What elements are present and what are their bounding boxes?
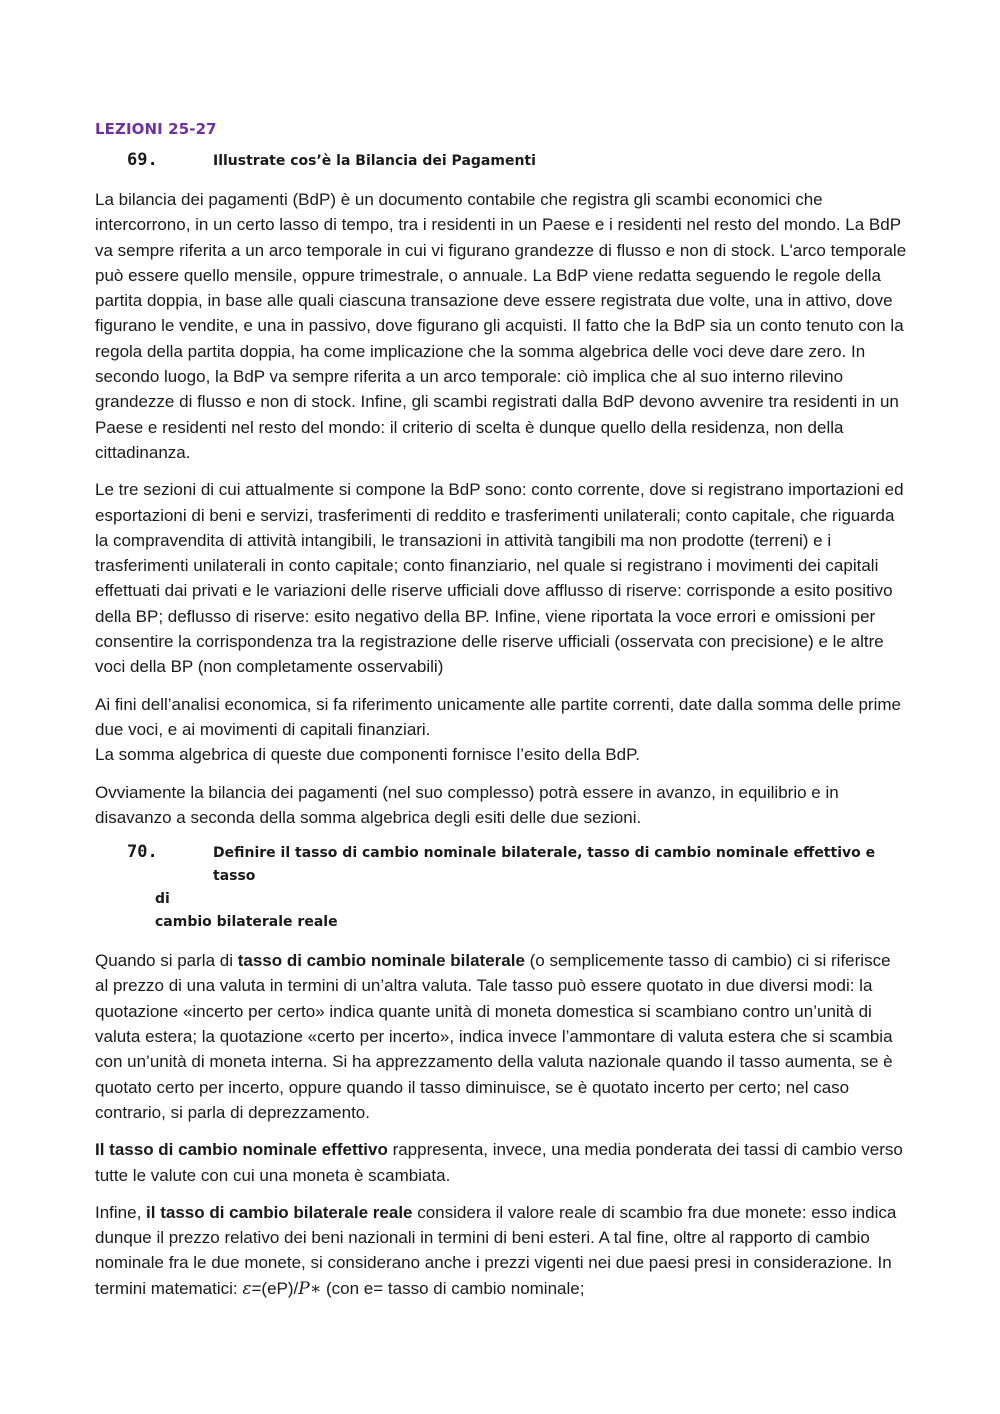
question-69-number: 69. bbox=[127, 150, 158, 170]
question-70-text-line2: di bbox=[155, 891, 170, 908]
text-run: rappresenta, invece, una media ponderata dei tassi di cambio verso tutte le valute con cui una moneta è scambiata. bbox=[95, 1140, 903, 1185]
text-run: (con e= tasso di cambio nominale; bbox=[321, 1278, 585, 1298]
question-70-title bbox=[95, 842, 907, 934]
text-run: Quando si parla di bbox=[95, 951, 238, 971]
p-star-symbol: P∗ bbox=[298, 1278, 322, 1299]
question-70-number: 70. bbox=[127, 842, 158, 863]
paragraph-bdp-analysis bbox=[95, 692, 907, 768]
section-heading: LEZIONI 25-27 bbox=[95, 120, 217, 138]
text-run: considera il valore reale di scambio fra due monete: esso indica dunque il prezzo relativo dei beni nazionali in termini di beni esteri. A tal fine, oltre al rapporto di cambio nominale fra le due monete, si considerano anche i prezzi vigenti nei due paesi presi in considerazione. In termini matematici: bbox=[95, 1202, 897, 1298]
paragraph-nominal-bilateral bbox=[95, 948, 907, 1125]
text-run: (o semplicemente tasso di cambio) ci si riferisce al prezzo di una valuta in termini di un’altra valuta. Tale tasso può essere quotato in due diversi modi: la quotazione «incerto per certo» indica quante unità di moneta domestica si scambiano contro un’unità di valuta estera; la quotazione «certo per incerto», indica invece l’ammontare di valuta estera che si scambia con un’unità di moneta interna. Si ha apprezzamento della valuta nazionale quando il tasso aumenta, se è quotato certo per incerto, oppure quando il tasso diminuisce, se è quotato incerto per certo; nel caso contrario, si parla di deprezzamento. bbox=[95, 951, 893, 1122]
question-69-title bbox=[95, 150, 907, 174]
formula-text: =(eP)/ bbox=[251, 1278, 299, 1298]
text-run: Infine, bbox=[95, 1202, 147, 1222]
question-70-text-line3: cambio bilaterale reale bbox=[155, 914, 338, 931]
paragraph-nominal-effective bbox=[95, 1137, 907, 1188]
paragraph-bdp-outcome: Ovviamente la bilancia dei pagamenti (nel suo complesso) potrà essere in avanzo, in equilibrio e in disavanzo a seconda della somma algebrica degli esiti delle due sezioni. bbox=[95, 782, 839, 827]
epsilon-symbol: ε bbox=[242, 1278, 252, 1299]
question-70-text-line1: Definire il tasso di cambio nominale bilaterale, tasso di cambio nominale effettivo e tasso bbox=[213, 845, 876, 885]
paragraph-bdp-analysis-line1: Ai fini dell’analisi economica, si fa riferimento unicamente alle partite correnti, date dalla somma delle prime due voci, e ai movimenti di capitali finanziari. bbox=[95, 694, 901, 739]
bold-term: tasso di cambio nominale bilaterale bbox=[237, 951, 525, 971]
paragraph-real-bilateral bbox=[95, 1200, 907, 1302]
bold-term: il tasso di cambio bilaterale reale bbox=[146, 1202, 413, 1222]
document-content bbox=[95, 120, 907, 1314]
paragraph-bdp-sections: Le tre sezioni di cui attualmente si compone la BdP sono: conto corrente, dove si registrano importazioni ed esportazioni di beni e servizi, trasferimenti di reddito e trasferimenti unilaterali; conto capitale, che riguarda la compravendita di attività intangibili, le transazioni in attività tangibili ma non prodotte (terreni) e i trasferimenti unilaterali in conto capitale; conto finanziario, nel quale si registrano i movimenti dei capitali effettuati dai privati e le variazioni delle riserve ufficiali dove afflusso di riserve: corrisponde a esito positivo della BP; deflusso di riserve: esito negativo della BP. Infine, viene riportata la voce errori e omissioni per consentire la corrispondenza tra la registrazione delle riserve ufficiali (osservata con precisione) e le altre voci della BP (non completamente osservabili) bbox=[95, 480, 904, 677]
paragraph-bdp-analysis-line2: La somma algebrica di queste due componenti fornisce l’esito della BdP. bbox=[95, 745, 640, 765]
bold-term: Il tasso di cambio nominale effettivo bbox=[95, 1140, 388, 1160]
paragraph-bdp-definition: La bilancia dei pagamenti (BdP) è un documento contabile che registra gli scambi economici che intercorrono, in un certo lasso di tempo, tra i residenti in un Paese e i residenti nel resto del mondo. La BdP va sempre riferita a un arco temporale in cui vi figurano grandezze di flusso e non di stock. L'arco temporale può essere quello mensile, oppure trimestrale, o annuale. La BdP viene redatta seguendo le regole della partita doppia, in base alle quali ciascuna transazione deve essere registrata due volte, una in attivo, dove figurano le vendite, e una in passivo, dove figurano gli acquisti. Il fatto che la BdP sia un conto tenuto con la regola della partita doppia, ha come implicazione che la somma algebrica delle voci deve dare zero. In secondo luogo, la BdP va sempre riferita a un arco temporale: ciò implica che al suo interno rilevino grandezze di flusso e non di stock. Infine, gli scambi registrati dalla BdP devono avvenire tra residenti in un Paese e residenti nel resto del mondo: il criterio di scelta è dunque quello della residenza, non della cittadinanza. bbox=[95, 190, 907, 462]
question-69-text: Illustrate cos’è la Bilancia dei Pagamenti bbox=[213, 153, 536, 169]
